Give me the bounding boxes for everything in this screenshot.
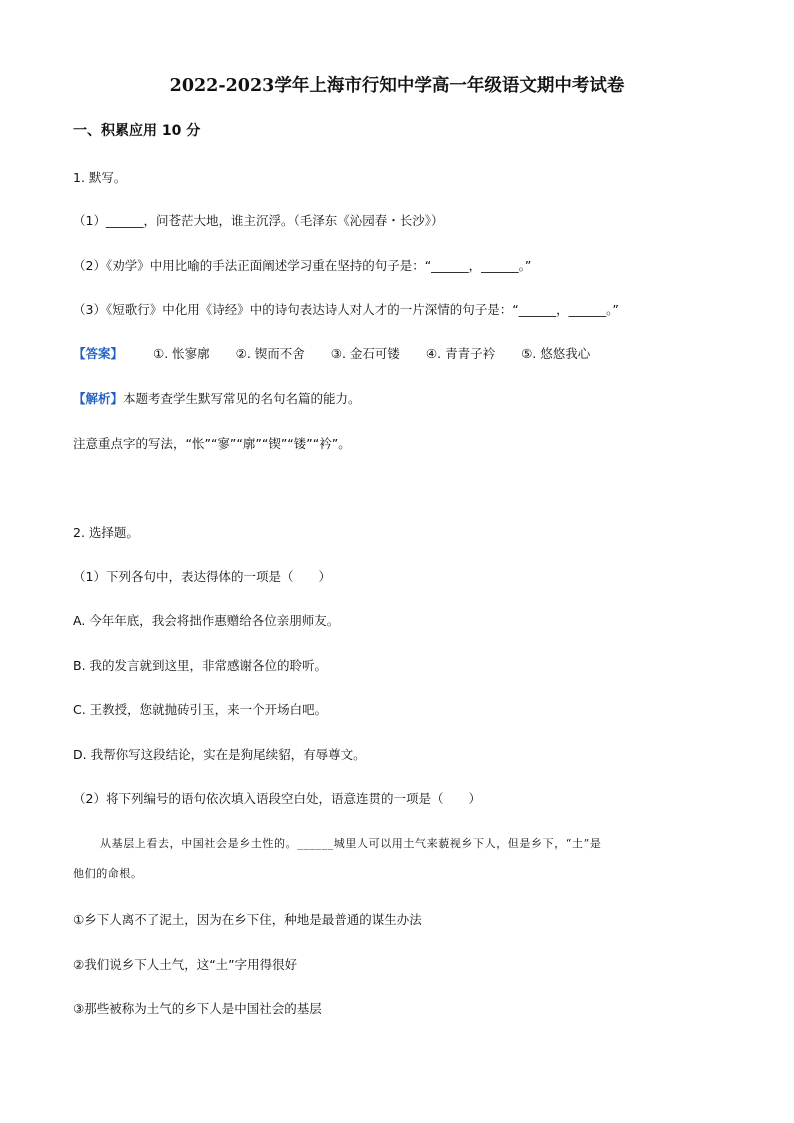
option-c: C. 王教授，您就抛砖引玉，来一个开场白吧。 [73,702,328,717]
answer-item: ④. 青青子衿 [425,346,496,361]
answer-item: ②. 锲而不舍 [235,346,305,361]
answer-tag: 【答案】 [73,346,124,361]
option-a: A. 今年年底，我会将拙作惠赠给各位亲朋师友。 [73,613,340,628]
question-1-line-2: （2）《劝学》中用比喻的手法正面阐述学习重在坚持的句子是：“______，______。” [73,258,532,273]
question-1-heading: 1. 默写。 [73,170,127,185]
passage-line-2: 他们的命根。 [73,867,143,880]
sentence-item-1: ①乡下人离不了泥土，因为在乡下住，种地是最普通的谋生办法 [73,912,422,927]
question-1-line-3: （3）《短歌行》中化用《诗经》中的诗句表达诗人对人才的一片深情的句子是：“______，______。” [73,302,619,317]
option-d: D. 我帮你写这段结论，实在是狗尾续貂，有辱尊文。 [73,747,366,762]
analysis-tag: 【解析】 [73,391,124,406]
passage-line-1: 从基层上看去，中国社会是乡土性的。______城里人可以用土气来藐视乡下人，但是乡下，“土”是 [100,837,602,850]
answer-item: ①. 怅寥廓 [153,346,210,361]
analysis-text: 本题考查学生默写常见的名句名篇的能力。 [123,391,361,406]
sentence-item-2: ②我们说乡下人土气，这“土”字用得很好 [73,957,298,972]
answer-row [73,345,612,363]
question-2-sub-1: （1）下列各句中，表达得体的一项是（ ） [73,569,331,584]
option-b: B. 我的发言就到这里，非常感谢各位的聆听。 [73,658,328,673]
section-heading: 一、积累应用 10 分 [73,123,201,139]
analysis-note: 注意重点字的写法，“怅”“寥”“廓”“锲”“镂”“衿”。 [73,436,351,451]
answer-item: ⑤. 悠悠我心 [521,346,591,361]
sentence-item-3: ③那些被称为土气的乡下人是中国社会的基层 [73,1001,322,1016]
page-title: 2022-2023学年上海市行知中学高一年级语文期中考试卷 [169,76,625,96]
question-2-sub-2: （2）将下列编号的语句依次填入语段空白处，语意连贯的一项是（ ） [73,791,481,806]
answer-item: ③. 金石可镂 [330,346,400,361]
question-1-line-1: （1）______，问苍茫大地，谁主沉浮。（毛泽东《沁园春・长沙》） [73,213,444,228]
analysis-row [73,390,361,408]
question-2-heading: 2. 选择题。 [73,525,139,540]
